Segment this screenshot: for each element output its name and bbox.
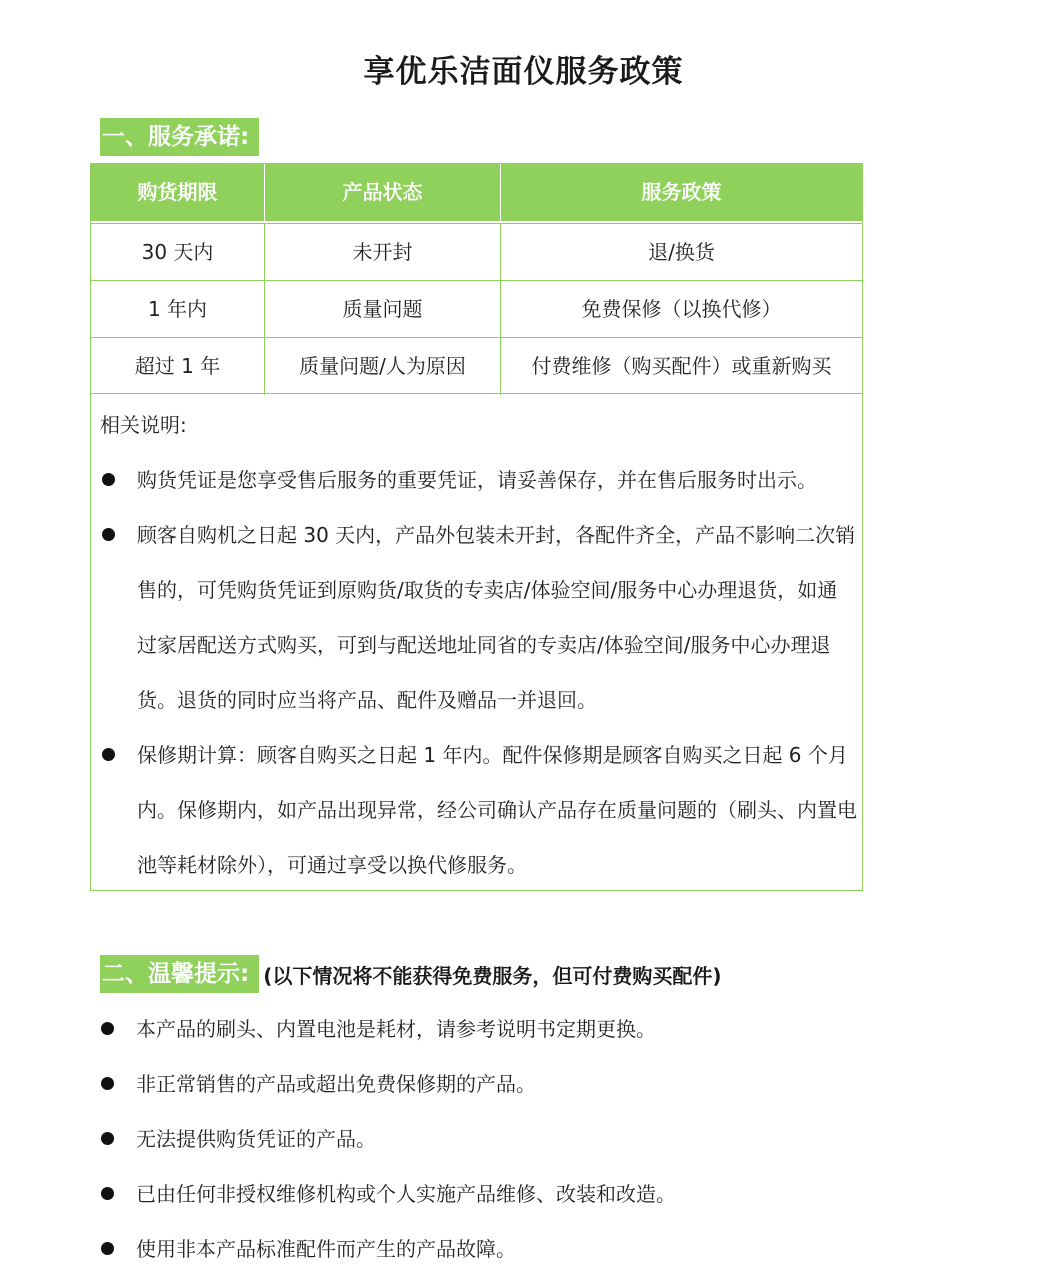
table-header-row: [91, 164, 862, 221]
bullet-icon: [102, 528, 115, 541]
table-cell: 超过 1 年: [91, 338, 265, 395]
list-item-text: 保修期计算：顾客自购买之日起 1 年内。配件保修期是顾客自购买之日起 6 个月内。保修期内，如产品出现异常，经公司确认产品存在质量问题的（刷头、内置电池等耗材除外），可通过享受以换代修服务。: [137, 743, 857, 877]
bullet-icon: [101, 1132, 114, 1145]
list-item: [136, 1112, 376, 1167]
policy-box: [90, 163, 863, 891]
list-item-text: 使用非本产品标准配件而产生的产品故障。: [136, 1237, 516, 1261]
bullet-icon: [102, 748, 115, 761]
table-row: [91, 280, 862, 338]
section-1-heading: [100, 118, 259, 156]
list-item-text: 无法提供购货凭证的产品。: [136, 1127, 376, 1151]
table-row: [91, 223, 862, 281]
table-cell: 付费维修（购买配件）或重新购买: [531, 354, 832, 378]
section-2-heading: [100, 955, 721, 993]
list-item-text: 非正常销售的产品或超出免费保修期的产品。: [136, 1072, 536, 1096]
bullet-icon: [101, 1187, 114, 1200]
section-2-note: (以下情况将不能获得免费服务，但可付费购买配件): [263, 963, 722, 988]
bullet-icon: [101, 1077, 114, 1090]
table-cell: 30 天内: [91, 224, 265, 281]
list-item: [136, 1167, 676, 1222]
list-item-text: 已由任何非授权维修机构或个人实施产品维修、改装和改造。: [136, 1182, 676, 1206]
table-cell: 未开封: [265, 224, 501, 281]
notes-divider: [91, 393, 862, 394]
list-item: [137, 453, 857, 508]
list-item: [137, 728, 857, 893]
table-header-cell: 购货期限: [91, 164, 265, 221]
list-item: [136, 1222, 516, 1277]
page-title: 享优乐洁面仪服务政策: [363, 54, 684, 90]
section-1-tag: 一、服务承诺:: [100, 118, 259, 156]
list-item-text: 本产品的刷头、内置电池是耗材，请参考说明书定期更换。: [136, 1017, 656, 1041]
bullet-icon: [102, 473, 115, 486]
table-header-cell: 服务政策: [641, 180, 722, 204]
list-item-text: 顾客自购机之日起 30 天内，产品外包装未开封，各配件齐全，产品不影响二次销售的，可凭购货凭证到原购货/取货的专卖店/体验空间/服务中心办理退货，如通过家居配送方式购买，可到与配送地址同省的专卖店/体验空间/服务中心办理退货。退货的同时应当将产品、配件及赠品一并退回。: [137, 523, 856, 712]
list-item-text: 购货凭证是您享受售后服务的重要凭证，请妥善保存，并在售后服务时出示。: [137, 468, 817, 492]
bullet-icon: [101, 1022, 114, 1035]
table-cell: 质量问题: [265, 281, 501, 338]
list-item: [137, 508, 857, 728]
table-cell: 1 年内: [91, 281, 265, 338]
table-cell: 退/换货: [648, 240, 715, 264]
section-2-tag: 二、温馨提示:: [100, 955, 259, 993]
list-item: [136, 1057, 536, 1112]
table-row: [91, 337, 862, 395]
notes-heading: 相关说明:: [100, 413, 187, 437]
list-item: [136, 1002, 656, 1057]
bullet-icon: [101, 1242, 114, 1255]
table-cell: 免费保修（以换代修）: [581, 297, 782, 321]
table-cell: 质量问题/人为原因: [265, 338, 501, 395]
table-header-cell: 产品状态: [265, 164, 501, 221]
